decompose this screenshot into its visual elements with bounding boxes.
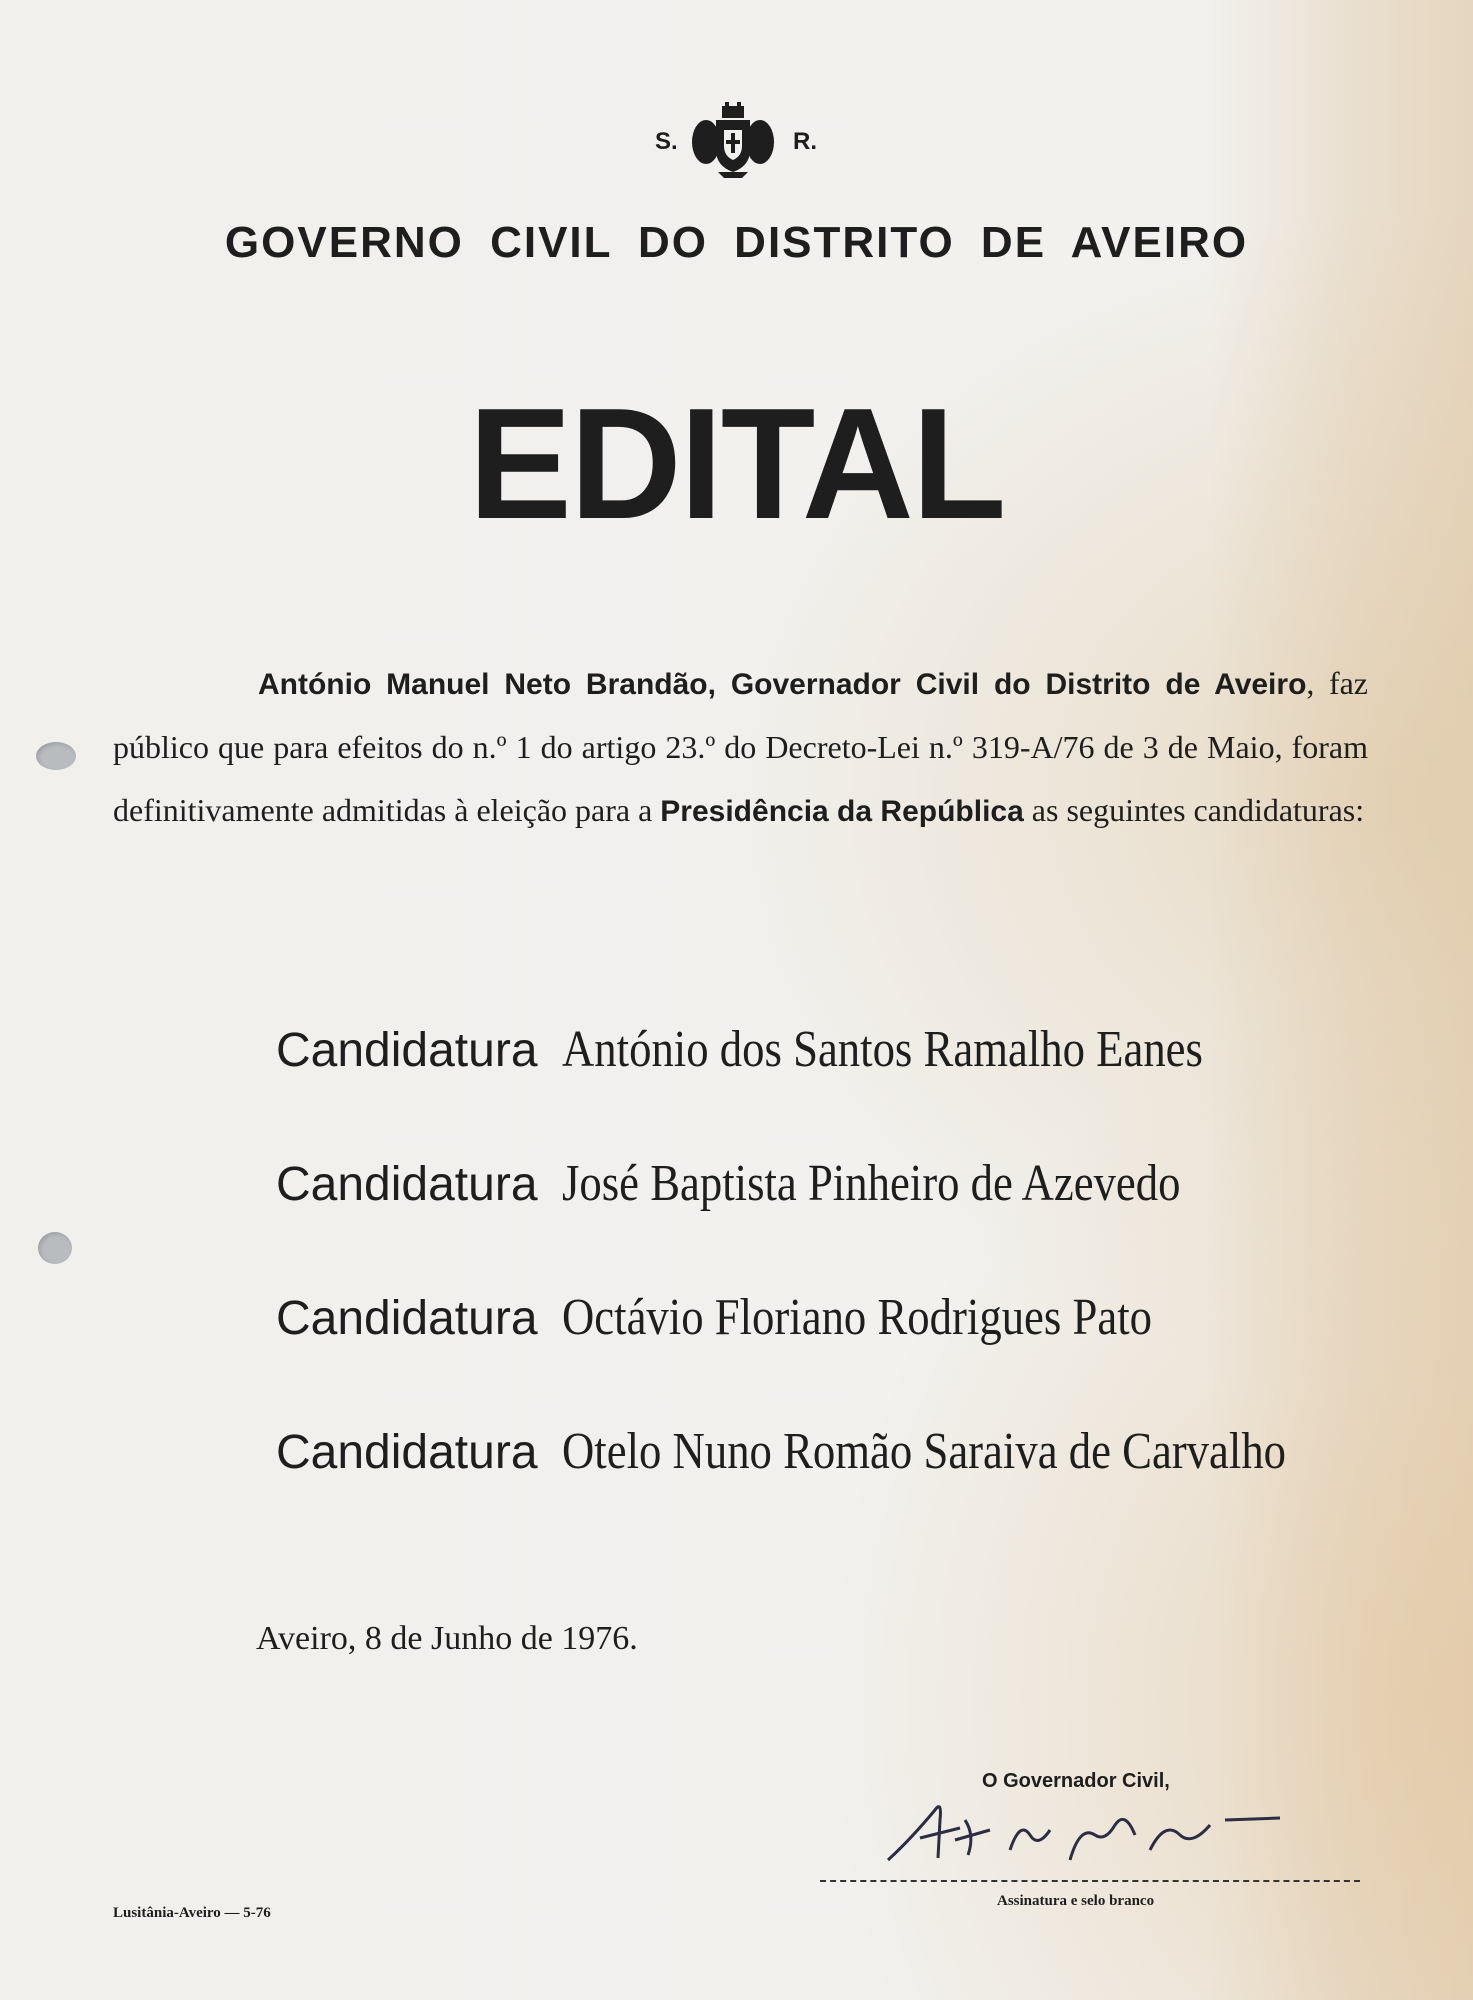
governor-name: António Manuel Neto Brandão, Governador Civil do Distrito de Aveiro: [258, 668, 1307, 701]
candidate-label: Candidatura: [276, 1024, 538, 1077]
emblem-right-letter: R.: [793, 128, 817, 155]
candidate-name: Otelo Nuno Romão Saraiva de Carvalho: [561, 1423, 1286, 1480]
candidate-item: [276, 1278, 1376, 1412]
signatory-title: O Governador Civil,: [982, 1770, 1170, 1792]
intro-text-1: , faz público que para efeitos do n.º 1 do artigo 23.º do Decreto-Lei n.º 319-A/76 de 3 de Maio, foram definitivamente admitidas à eleição para a: [113, 665, 1369, 828]
candidate-label: Candidatura: [276, 1158, 538, 1211]
candidate-label: Candidatura: [276, 1426, 538, 1479]
candidate-item: [276, 1010, 1376, 1144]
intro-paragraph: [113, 652, 1368, 843]
candidate-name: António dos Santos Ramalho Eanes: [561, 1021, 1203, 1078]
signature-note: Assinatura e selo branco: [997, 1893, 1155, 1909]
candidate-item: [276, 1412, 1376, 1546]
candidate-item: [276, 1144, 1376, 1278]
coat-of-arms-icon: [688, 100, 778, 180]
candidate-label: Candidatura: [276, 1292, 538, 1345]
document-title: EDITAL: [468, 376, 1005, 552]
emblem-row: [0, 100, 1473, 180]
punch-hole-bottom: [38, 1232, 72, 1264]
candidate-name: José Baptista Pinheiro de Azevedo: [561, 1155, 1181, 1212]
signature-line: [820, 1880, 1360, 1882]
candidate-name: Octávio Floriano Rodrigues Pato: [561, 1289, 1152, 1346]
candidate-list: [276, 1010, 1376, 1546]
intro-text-2: as seguintes candidaturas:: [1023, 792, 1365, 828]
handwritten-signature-icon: [880, 1780, 1340, 1880]
emblem-left-letter: S.: [655, 128, 678, 155]
issuing-authority: GOVERNO CIVIL DO DISTRITO DE AVEIRO: [224, 218, 1249, 267]
punch-hole-top: [36, 742, 76, 770]
printer-imprint: Lusitânia-Aveiro — 5-76: [113, 1905, 271, 1921]
place-and-date: Aveiro, 8 de Junho de 1976.: [256, 1620, 638, 1657]
office-name: Presidência da República: [660, 795, 1024, 828]
